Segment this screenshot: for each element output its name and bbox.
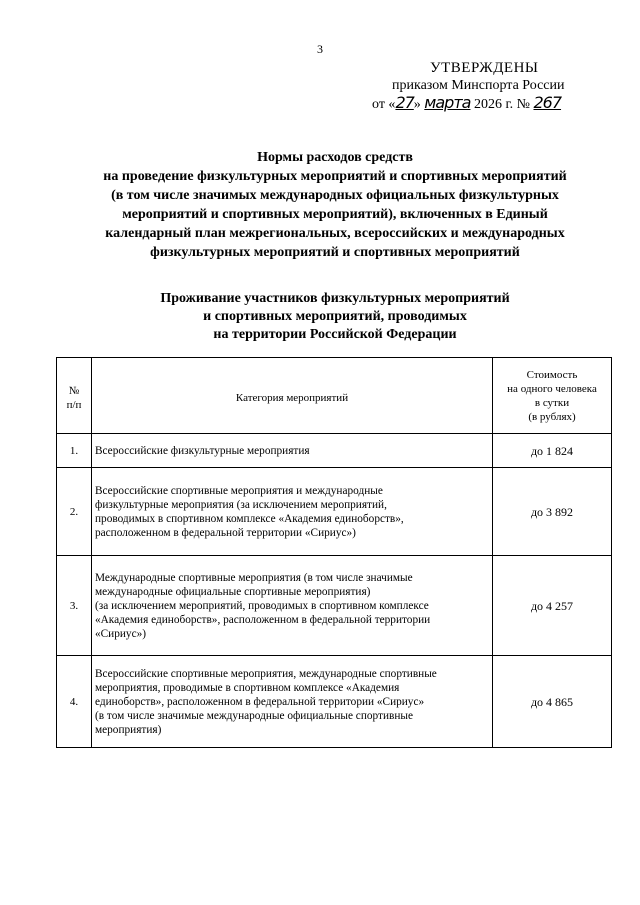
section-title-line: и спортивных мероприятий, проводимых (203, 309, 467, 324)
row-category (92, 468, 493, 556)
category-line: физкультурные мероприятия (за исключением мероприятий, (95, 498, 387, 511)
row-cost: до 3 892 (493, 468, 612, 556)
row-cost: до 4 257 (493, 556, 612, 656)
category-line: (за исключением мероприятий, проводимых в спортивном комплексе (95, 599, 429, 612)
page-number: 3 (317, 42, 323, 56)
table-row (57, 556, 612, 656)
document-title (40, 148, 630, 262)
row-number: 3. (57, 556, 92, 656)
section-title-line: Проживание участников физкультурных мероприятий (160, 291, 510, 306)
date-year: 2026 г. № (473, 97, 530, 112)
header-cost-line: Стоимость (526, 368, 578, 381)
document-title-line: (в том числе значимых международных официальных физкультурных (111, 188, 559, 203)
category-line: единоборств», расположенном в федеральной территории «Сириус» (95, 695, 425, 708)
date-prefix: от « (372, 97, 396, 112)
category-line: расположенном в федеральной территории «Сириус») (95, 526, 356, 539)
norms-table (56, 357, 612, 748)
document-title-line: мероприятий и спортивных мероприятий), включенных в Единый (122, 207, 548, 222)
row-cost: до 4 865 (493, 656, 612, 748)
section-title (40, 290, 630, 344)
row-category (92, 434, 493, 468)
approval-order-line: приказом Минспорта России (392, 78, 565, 93)
table-row (57, 468, 612, 556)
row-category (92, 556, 493, 656)
category-line: «Академия единоборств», расположенном в федеральной территории (95, 613, 431, 626)
document-title-line: на проведение физкультурных мероприятий и спортивных мероприятий (103, 169, 567, 184)
category-line: Международные спортивные мероприятия (в том числе значимые (95, 571, 413, 584)
date-quote: » (413, 97, 421, 112)
table-header-row (57, 358, 612, 434)
document-title-line: календарный план межрегиональных, всероссийских и международных (105, 226, 565, 241)
header-num-line: п/п (66, 399, 82, 411)
category-line: Всероссийские спортивные мероприятия и международные (95, 484, 383, 497)
header-cost (493, 358, 612, 434)
category-line: мероприятия, проводимые в спортивном комплексе «Академия (95, 681, 400, 694)
row-category (92, 656, 493, 748)
handwritten-month: марта (424, 93, 471, 112)
category-line: «Сириус») (95, 627, 146, 640)
category-line: (в том числе значимые международные официальные спортивные (95, 709, 413, 722)
header-cost-line: (в рублях) (528, 410, 576, 423)
category-line: Всероссийские спортивные мероприятия, международные спортивные (95, 667, 437, 680)
table-row (57, 656, 612, 748)
header-cost-line: в сутки (534, 396, 570, 409)
table-row (57, 434, 612, 468)
row-cost: до 1 824 (493, 434, 612, 468)
handwritten-order-number: 267 (533, 93, 562, 112)
approval-title: УТВЕРЖДЕНЫ (430, 60, 539, 76)
header-category: Категория мероприятий (92, 358, 493, 434)
category-line: международные официальные спортивные мероприятия) (95, 585, 371, 598)
section-title-line: на территории Российской Федерации (213, 327, 457, 342)
row-number: 1. (57, 434, 92, 468)
approval-block (372, 60, 612, 113)
category-line: Всероссийские физкультурные мероприятия (95, 444, 310, 457)
header-cost-line: на одного человека (507, 382, 597, 395)
header-num-line: № (68, 385, 80, 397)
handwritten-day: 27 (395, 93, 414, 112)
approval-date-line (372, 94, 612, 113)
category-line: проводимых в спортивном комплексе «Академия единоборств», (95, 512, 404, 525)
category-line: мероприятия) (95, 723, 162, 736)
row-number: 2. (57, 468, 92, 556)
header-num (57, 358, 92, 434)
document-title-line: физкультурных мероприятий и спортивных мероприятий (150, 245, 520, 260)
row-number: 4. (57, 656, 92, 748)
document-title-line: Нормы расходов средств (257, 150, 413, 165)
